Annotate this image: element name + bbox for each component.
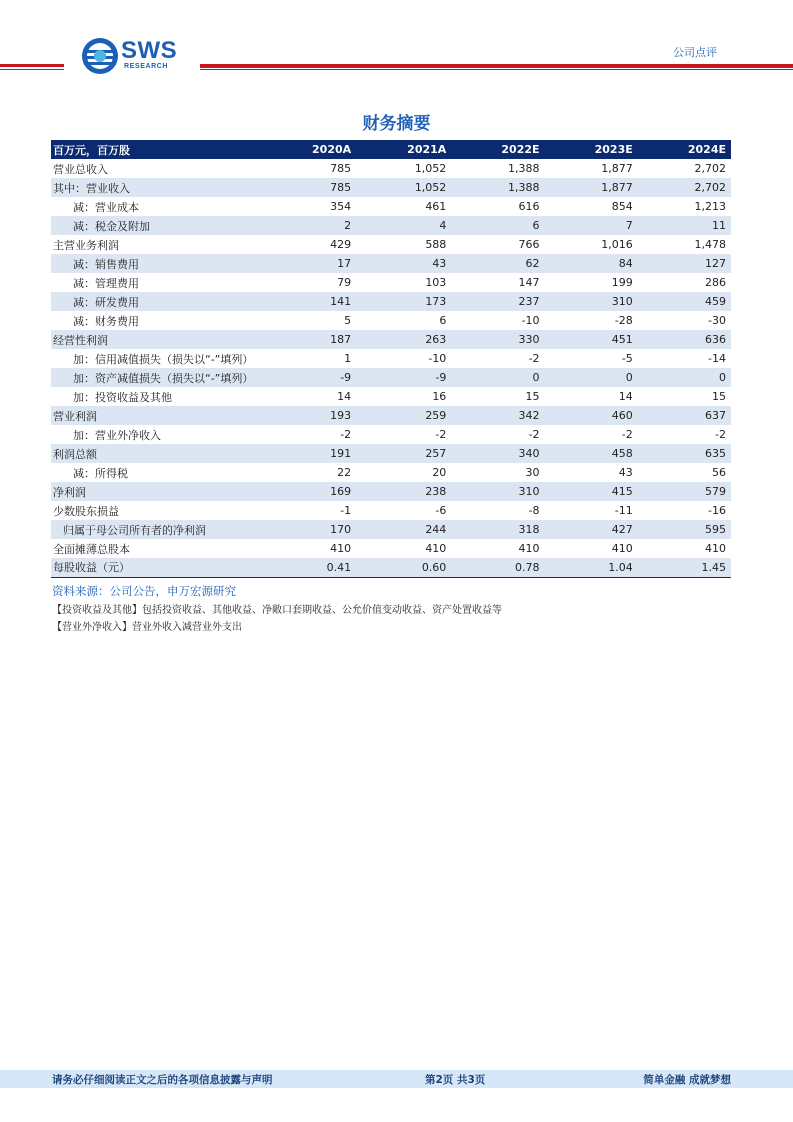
row-value: -30: [708, 314, 726, 327]
table-row: [51, 425, 731, 444]
row-value: 785: [330, 162, 352, 175]
row-label: 净利润: [51, 482, 261, 501]
slogan: 简单金融 成就梦想: [643, 1074, 731, 1086]
row-value: 459: [638, 292, 731, 311]
logo-wordmark: SWS: [121, 37, 178, 64]
row-label: 加：信用减值损失（损失以“-”填列）: [73, 352, 254, 366]
column-header: 2022E: [451, 140, 544, 159]
row-label: 减：营业成本: [73, 200, 139, 214]
row-label: 其中：营业收入: [51, 178, 261, 197]
row-label: 减：所得税: [73, 466, 128, 480]
row-label: 利润总额: [51, 444, 261, 463]
row-value: 7: [545, 216, 638, 235]
row-value: 588: [425, 238, 447, 251]
row-value: -2: [340, 428, 352, 441]
row-value: 1,877: [601, 162, 633, 175]
row-value: 2: [261, 216, 356, 235]
row-label: 加：资产减值损失（损失以“-”填列）: [51, 368, 261, 387]
disclaimer-text: 请务必仔细阅读正文之后的各项信息披露与声明: [52, 1074, 273, 1086]
row-value: 286: [705, 276, 726, 289]
table-header-row: [51, 140, 731, 159]
row-value: 0.78: [451, 558, 544, 577]
row-value: 0: [451, 368, 544, 387]
row-label: 减：研发费用: [51, 292, 261, 311]
row-value: -2: [528, 428, 540, 441]
row-value: 1,388: [508, 162, 540, 175]
row-value: -16: [708, 504, 726, 517]
report-type-tag: 公司点评: [673, 46, 717, 59]
table-row: [51, 311, 731, 330]
row-value: 84: [545, 254, 638, 273]
row-value: 43: [618, 466, 633, 479]
row-value: 595: [638, 520, 731, 539]
row-value: 263: [356, 330, 451, 349]
row-value: 187: [261, 330, 356, 349]
row-value: 429: [330, 238, 352, 251]
table-row: [51, 368, 731, 387]
table-row: [51, 178, 731, 197]
table-row: [51, 539, 731, 558]
row-label: 主营业务利润: [53, 238, 119, 252]
row-label: 加：投资收益及其他: [73, 390, 172, 404]
table-row: [51, 273, 731, 292]
row-value: 415: [545, 482, 638, 501]
row-value: 16: [432, 390, 447, 403]
table-row: [51, 235, 731, 254]
row-value: 127: [638, 254, 731, 273]
row-value: -1: [340, 504, 352, 517]
row-value: 11: [638, 216, 731, 235]
row-value: 0.60: [356, 558, 451, 577]
table-row: [51, 254, 731, 273]
row-value: 1,213: [694, 200, 726, 213]
row-value: 257: [356, 444, 451, 463]
row-value: 4: [356, 216, 451, 235]
row-value: -28: [614, 314, 633, 327]
row-label: 经营性利润: [51, 330, 261, 349]
row-value: 1,388: [451, 178, 544, 197]
row-value: 451: [545, 330, 638, 349]
row-value: 14: [618, 390, 633, 403]
row-value: 785: [261, 178, 356, 197]
page-footer: [0, 1070, 793, 1088]
row-value: 22: [337, 466, 352, 479]
column-header: 2023E: [545, 140, 638, 159]
table-row: [51, 501, 731, 520]
row-value: 2,702: [694, 162, 726, 175]
row-value: 191: [261, 444, 356, 463]
row-value: 637: [638, 406, 731, 425]
row-value: 169: [261, 482, 356, 501]
page-number: 第2页 共3页: [425, 1074, 486, 1086]
row-value: 616: [518, 200, 540, 213]
logo-subtext: RESEARCH: [124, 63, 169, 70]
logo-icon: [80, 36, 120, 76]
page-title: 财务摘要: [362, 114, 431, 134]
row-value: 410: [425, 542, 447, 555]
row-value: 141: [261, 292, 356, 311]
table-row: [51, 387, 731, 406]
row-value: 330: [451, 330, 544, 349]
table-row: [51, 330, 731, 349]
row-value: -10: [428, 352, 447, 365]
row-value: 410: [518, 542, 540, 555]
footnote: 【投资收益及其他】包括投资收益、其他收益、净敞口套期收益、公允价值变动收益、资产处置收益等: [52, 605, 502, 616]
table-row: [51, 482, 731, 501]
row-value: -5: [621, 352, 633, 365]
row-value: 20: [432, 466, 447, 479]
financial-summary-table: [51, 140, 731, 578]
header-rule-right-thin: [200, 69, 793, 70]
row-value: 340: [451, 444, 544, 463]
column-header: 2020A: [261, 140, 356, 159]
row-value: 238: [356, 482, 451, 501]
row-value: 6: [439, 314, 447, 327]
row-label: 少数股东损益: [53, 504, 119, 518]
row-value: 103: [425, 276, 447, 289]
row-value: 410: [330, 542, 352, 555]
row-value: 259: [356, 406, 451, 425]
row-value: 636: [638, 330, 731, 349]
table-row: [51, 349, 731, 368]
row-value: 310: [545, 292, 638, 311]
row-label: 营业总收入: [53, 162, 108, 176]
row-value: 193: [261, 406, 356, 425]
company-logo: [80, 36, 190, 76]
row-value: 15: [525, 390, 540, 403]
row-value: -2: [435, 428, 447, 441]
row-value: -9: [356, 368, 451, 387]
row-value: 43: [356, 254, 451, 273]
header-rule-right: [200, 64, 793, 68]
row-value: -6: [435, 504, 447, 517]
row-value: 854: [611, 200, 633, 213]
row-value: 1,052: [414, 162, 447, 175]
row-label: 减：管理费用: [73, 276, 139, 290]
row-value: 410: [705, 542, 726, 555]
header-rule-left-thin: [0, 69, 64, 70]
row-label: 减：销售费用: [51, 254, 261, 273]
row-value: 17: [261, 254, 356, 273]
table-row: [51, 406, 731, 425]
row-value: 1,052: [356, 178, 451, 197]
row-value: 62: [451, 254, 544, 273]
table-row: [51, 197, 731, 216]
row-value: 1.45: [638, 558, 731, 577]
row-value: 1: [344, 352, 352, 365]
column-header: 百万元，百万股: [51, 140, 261, 159]
row-value: 458: [545, 444, 638, 463]
row-value: 30: [525, 466, 540, 479]
table-row: [51, 558, 731, 577]
row-value: -9: [261, 368, 356, 387]
row-value: 147: [518, 276, 540, 289]
row-value: 2,702: [638, 178, 731, 197]
row-value: 766: [518, 238, 540, 251]
row-value: 318: [451, 520, 544, 539]
column-header: 2024E: [638, 140, 731, 159]
row-value: -2: [621, 428, 633, 441]
table-row: [51, 520, 731, 539]
row-value: 461: [425, 200, 447, 213]
row-value: 460: [545, 406, 638, 425]
row-label: 归属于母公司所有者的净利润: [51, 520, 261, 539]
row-label: 每股收益（元）: [51, 558, 261, 577]
row-value: 1,016: [601, 238, 633, 251]
row-value: 342: [451, 406, 544, 425]
row-value: -14: [708, 352, 726, 365]
row-value: 1,877: [545, 178, 638, 197]
row-value: 0: [545, 368, 638, 387]
row-value: 0.41: [261, 558, 356, 577]
row-value: 354: [330, 200, 352, 213]
row-value: 6: [451, 216, 544, 235]
table-row: [51, 159, 731, 178]
row-value: 1.04: [545, 558, 638, 577]
row-label: 减：税金及附加: [51, 216, 261, 235]
row-value: 170: [261, 520, 356, 539]
row-value: 14: [337, 390, 352, 403]
row-value: -2: [528, 352, 540, 365]
row-value: 410: [611, 542, 633, 555]
row-value: 1,478: [694, 238, 726, 251]
row-value: -8: [528, 504, 540, 517]
row-value: 237: [451, 292, 544, 311]
row-value: 310: [451, 482, 544, 501]
row-value: -11: [614, 504, 633, 517]
table-row: [51, 216, 731, 235]
row-value: -10: [521, 314, 540, 327]
row-value: -2: [715, 428, 726, 441]
row-value: 15: [712, 390, 726, 403]
row-value: 579: [638, 482, 731, 501]
row-value: 56: [712, 466, 726, 479]
row-value: 0: [638, 368, 731, 387]
table-row: [51, 292, 731, 311]
row-value: 173: [356, 292, 451, 311]
footnote: 【营业外净收入】营业外收入减营业外支出: [52, 622, 242, 633]
header-rule-left: [0, 64, 64, 67]
row-value: 199: [611, 276, 633, 289]
row-label: 加：营业外净收入: [73, 428, 161, 442]
source-note: 资料来源：公司公告，申万宏源研究: [52, 584, 236, 598]
row-value: 5: [344, 314, 352, 327]
row-value: 635: [638, 444, 731, 463]
row-value: 79: [337, 276, 352, 289]
table-row: [51, 463, 731, 482]
row-label: 营业利润: [51, 406, 261, 425]
row-value: 244: [356, 520, 451, 539]
row-value: 427: [545, 520, 638, 539]
row-label: 减：财务费用: [73, 314, 139, 328]
column-header: 2021A: [356, 140, 451, 159]
table-row: [51, 444, 731, 463]
row-label: 全面摊薄总股本: [53, 542, 130, 556]
